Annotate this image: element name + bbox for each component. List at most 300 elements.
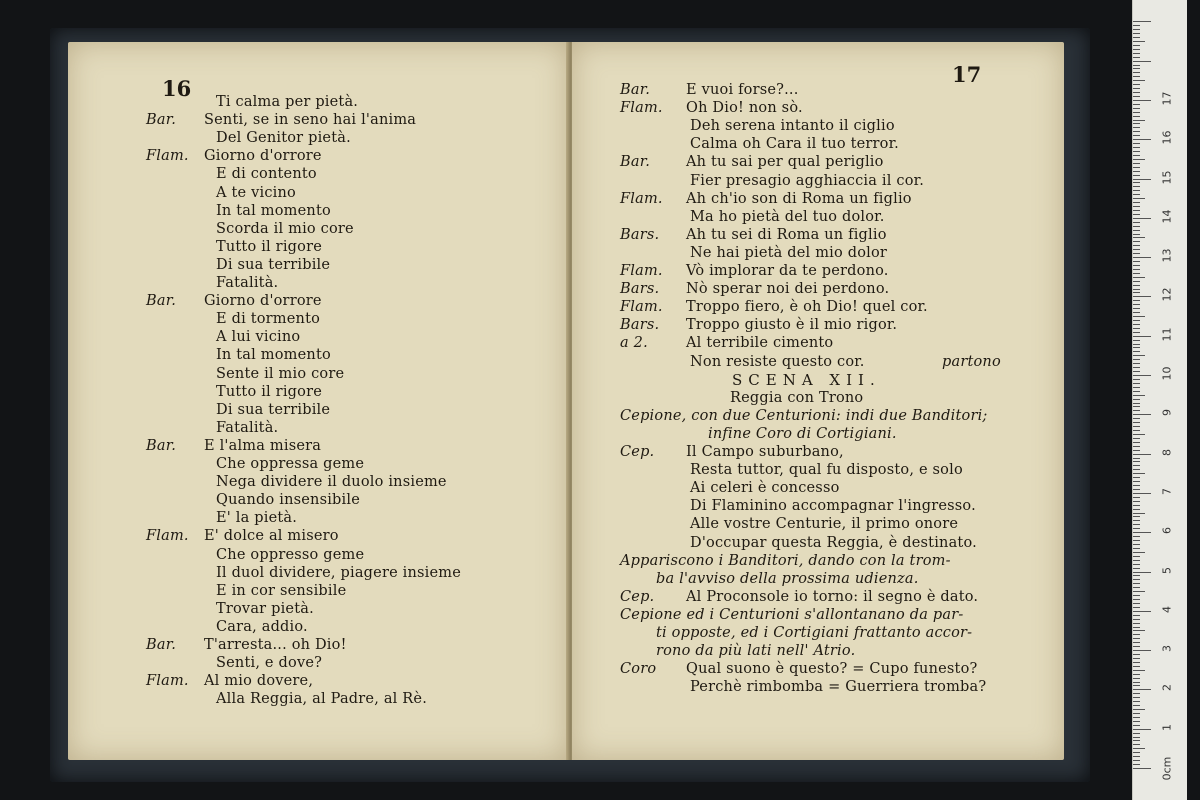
ruler-tick: [1133, 171, 1140, 172]
ruler-tick: [1133, 367, 1140, 368]
text-line: [146, 637, 347, 654]
ruler-tick: [1133, 646, 1140, 647]
ruler-tick: [1133, 599, 1140, 600]
ruler-tick: [1133, 395, 1145, 396]
ruler-tick: [1133, 469, 1140, 470]
speaker-label: Coro: [620, 661, 657, 678]
ruler-tick: [1133, 477, 1140, 478]
ruler-number: 12: [1160, 287, 1174, 302]
speaker-label: Flam.: [620, 100, 663, 117]
speaker-label: Bar.: [146, 112, 177, 129]
verse-text: Reggia con Trono: [730, 389, 864, 406]
ruler-tick: [1133, 29, 1140, 30]
ruler-tick: [1133, 418, 1140, 419]
ruler-tick: [1133, 135, 1140, 136]
verse-text: E l'alma misera: [204, 437, 322, 454]
ruler-tick: [1133, 100, 1151, 101]
ruler-tick: [1133, 214, 1140, 215]
text-line: [690, 679, 986, 696]
text-line: [620, 317, 897, 334]
ruler-tick: [1133, 682, 1140, 683]
stage-direction: Cepione ed i Centurioni s'allontanano da par-: [620, 606, 964, 623]
ruler-tick: [1133, 744, 1140, 745]
speaker-label: Bars.: [620, 317, 660, 334]
text-line: [690, 209, 885, 226]
text-line: [146, 293, 322, 310]
text-line: [620, 154, 884, 171]
text-line: [216, 166, 317, 183]
text-line: [216, 474, 447, 491]
ruler-tick: [1133, 21, 1151, 22]
text-line: [146, 148, 322, 165]
verse-text: Al mio dovere,: [204, 673, 314, 690]
ruler-tick: [1133, 49, 1140, 50]
verse-text: Di sua terribile: [216, 401, 331, 418]
ruler-tick: [1133, 536, 1140, 537]
ruler-tick: [1133, 768, 1151, 769]
ruler-tick: [1133, 206, 1140, 207]
ruler-tick: [1133, 756, 1140, 757]
verse-text: Senti, se in seno hai l'anima: [204, 112, 417, 129]
verse-text: Nega dividere il duolo insieme: [216, 474, 447, 491]
verse-text: Scorda il mio core: [216, 220, 354, 237]
speaker-label: Flam.: [620, 299, 663, 316]
ruler-tick: [1133, 446, 1140, 447]
ruler-tick: [1133, 324, 1140, 325]
ruler-tick: [1133, 155, 1140, 156]
ruler-number: 7: [1160, 487, 1174, 495]
text-line: [690, 173, 924, 190]
ruler-tick: [1133, 544, 1140, 545]
ruler-tick: [1133, 245, 1140, 246]
text-line: [216, 366, 344, 383]
text-line: [216, 601, 314, 618]
ruler-tick: [1133, 591, 1145, 592]
text-line: [620, 553, 951, 570]
ruler-tick: [1133, 501, 1140, 502]
verse-text: A lui vicino: [216, 329, 301, 346]
ruler-number: 14: [1160, 209, 1174, 224]
text-line: [216, 510, 297, 527]
ruler-tick: [1133, 634, 1140, 635]
ruler-tick: [1133, 650, 1151, 651]
ruler-tick: [1133, 355, 1145, 356]
ruler-tick: [1133, 190, 1140, 191]
text-line: [708, 426, 897, 443]
ruler-tick: [1133, 725, 1140, 726]
ruler-tick: [1133, 430, 1140, 431]
stage-direction: rono da più lati nell' Atrio.: [656, 643, 856, 660]
ruler-tick: [1133, 450, 1140, 451]
verse-text: T'arresta... oh Dio!: [204, 637, 347, 653]
verse-text: E in cor sensibile: [216, 582, 347, 599]
ruler-tick: [1133, 41, 1145, 42]
ruler-tick: [1133, 57, 1140, 58]
verse-text: In tal momento: [216, 202, 331, 219]
verse-text: Il Campo suburbano,: [686, 444, 844, 460]
verse-text: Perchè rimbomba = Guerriera tromba?: [690, 679, 987, 696]
ruler-tick: [1133, 108, 1140, 109]
speaker-label: Bar.: [620, 154, 651, 171]
verse-text: A te vicino: [216, 184, 296, 201]
text-line: [730, 390, 863, 407]
verse-text: Cara, addio.: [216, 618, 308, 635]
verse-text: Ah ch'io son di Roma un figlio: [686, 190, 912, 207]
ruler-tick: [1133, 623, 1140, 624]
ruler-tick: [1133, 76, 1140, 77]
ruler-number: 3: [1160, 645, 1174, 653]
text-line: [216, 311, 320, 328]
text-line: [216, 691, 427, 708]
ruler-tick: [1133, 359, 1140, 360]
ruler-tick: [1133, 167, 1140, 168]
ruler-tick: [1133, 438, 1140, 439]
verse-text: Deh serena intanto il ciglio: [690, 118, 895, 135]
ruler-tick: [1133, 548, 1140, 549]
exit-direction: partono: [942, 353, 1001, 370]
ruler-tick: [1133, 237, 1145, 238]
ruler-tick: [1133, 120, 1145, 121]
ruler-tick: [1133, 516, 1140, 517]
ruler-tick: [1133, 654, 1140, 655]
verse-text: E' la pietà.: [216, 510, 298, 527]
ruler-tick: [1133, 454, 1151, 455]
ruler-tick: [1133, 151, 1140, 152]
ruler-tick: [1133, 159, 1145, 160]
ruler-tick: [1133, 226, 1140, 227]
ruler-tick: [1133, 112, 1140, 113]
ruler-tick: [1133, 630, 1145, 631]
ruler-tick: [1133, 434, 1145, 435]
ruler-number: 11: [1160, 327, 1174, 342]
ruler-tick: [1133, 505, 1140, 506]
verse-text: Che oppresso geme: [216, 546, 365, 563]
ruler-tick: [1133, 269, 1140, 270]
ruler-tick: [1133, 579, 1140, 580]
text-line: [690, 516, 958, 533]
text-line: [216, 583, 346, 600]
ruler-tick: [1133, 116, 1140, 117]
text-line: [620, 100, 803, 117]
verse-text: Al Proconsole io torno: il segno è dato.: [686, 588, 979, 605]
text-line: [146, 438, 321, 455]
verse-text: In tal momento: [216, 347, 331, 364]
verse-text: Alle vostre Centurie, il primo onore: [690, 516, 959, 533]
verse-text: Al terribile cimento: [686, 335, 834, 352]
ruler-tick: [1133, 147, 1140, 148]
ruler-tick: [1133, 371, 1140, 372]
ruler-tick: [1133, 615, 1140, 616]
scene-heading: SCENA XII.: [732, 370, 881, 389]
ruler-tick: [1133, 194, 1140, 195]
text-line: [146, 112, 416, 129]
ruler-number: 5: [1160, 566, 1174, 574]
ruler-tick: [1133, 53, 1140, 54]
verse-text: Giorno d'orrore: [204, 148, 322, 165]
ruler-tick: [1133, 304, 1140, 305]
ruler-tick: [1133, 583, 1140, 584]
ruler-tick: [1133, 575, 1140, 576]
ruler-tick: [1133, 88, 1140, 89]
ruler-tick: [1133, 230, 1140, 231]
ruler-tick: [1133, 296, 1151, 297]
text-line: [216, 239, 322, 256]
stage-direction: Cepione, con due Centurioni: indi due Banditori;: [620, 407, 988, 424]
speaker-label: Flam.: [620, 263, 663, 279]
ruler-tick: [1133, 320, 1140, 321]
ruler-tick: [1133, 587, 1140, 588]
ruler-tick: [1133, 234, 1140, 235]
ruler-tick: [1133, 528, 1140, 529]
text-line: [216, 420, 278, 437]
verse-text: Vò implorar da te perdono.: [686, 263, 889, 279]
text-line: [216, 130, 351, 147]
ruler-tick: [1133, 560, 1140, 561]
text-line: [216, 185, 296, 202]
ruler-tick: [1133, 387, 1140, 388]
stage-direction: ti opposte, ed i Cortigiani frattanto accor-: [656, 625, 973, 641]
verse-text: Senti, e dove?: [216, 655, 323, 672]
ruler-tick: [1133, 595, 1140, 596]
verse-text: Nò sperar noi dei perdono.: [686, 281, 890, 298]
stage-direction: ba l'avviso della prossima udienza.: [656, 570, 919, 587]
ruler-tick: [1133, 186, 1140, 187]
text-line: [690, 118, 895, 135]
verse-text: E di tormento: [216, 311, 321, 328]
ruler-tick: [1133, 564, 1140, 565]
ruler-tick: [1133, 104, 1140, 105]
speaker-label: a 2.: [620, 335, 648, 352]
speaker-label: Bar.: [146, 293, 177, 310]
verse-text: Di sua terribile: [216, 256, 331, 273]
verse-text: Ai celeri è concesso: [690, 480, 840, 497]
verse-text: Sente il mio core: [216, 365, 345, 382]
left-page: [68, 42, 568, 760]
ruler-tick: [1133, 96, 1140, 97]
ruler-tick: [1133, 131, 1140, 132]
ruler-tick: [1133, 45, 1140, 46]
ruler-tick: [1133, 328, 1140, 329]
ruler-number: 6: [1160, 527, 1174, 535]
text-line: [216, 619, 308, 636]
ruler-tick: [1133, 37, 1140, 38]
ruler-tick: [1133, 292, 1140, 293]
ruler-tick: [1133, 139, 1151, 140]
ruler-tick: [1133, 273, 1140, 274]
ruler-tick: [1133, 25, 1140, 26]
ruler-tick: [1133, 351, 1140, 352]
ruler-tick: [1133, 281, 1140, 282]
ruler-tick: [1133, 426, 1140, 427]
verse-text: Ti calma per pietà.: [216, 94, 359, 110]
text-line: [216, 257, 330, 274]
ruler-tick: [1133, 509, 1140, 510]
ruler-tick: [1133, 760, 1140, 761]
ruler-tick: [1133, 202, 1140, 203]
verse-text: Ah tu sai per qual periglio: [686, 154, 884, 171]
ruler-tick: [1133, 92, 1140, 93]
text-line: [216, 492, 360, 509]
ruler-tick: [1133, 375, 1151, 376]
verse-text: Tutto il rigore: [216, 383, 322, 400]
ruler-tick: [1133, 344, 1140, 345]
ruler-tick: [1133, 399, 1140, 400]
verse-text: D'occupar questa Reggia, è destinato.: [690, 534, 977, 551]
verse-text: Fatalità.: [216, 419, 279, 436]
text-line: [620, 263, 889, 280]
verse-text: Fier presagio agghiaccia il cor.: [690, 172, 925, 189]
text-line: [732, 372, 881, 389]
text-line: [216, 565, 461, 582]
ruler-tick: [1133, 127, 1140, 128]
verse-text: Trovar pietà.: [216, 600, 314, 617]
right-page: [572, 42, 1064, 760]
ruler-tick: [1133, 485, 1140, 486]
verse-text: Giorno d'orrore: [204, 293, 322, 310]
speaker-label: Bar.: [146, 637, 177, 653]
speaker-label: Bar.: [620, 82, 651, 98]
ruler-tick: [1133, 379, 1140, 380]
verse-text: Troppo giusto è il mio rigor.: [686, 317, 898, 334]
ruler-tick: [1133, 733, 1140, 734]
speaker-label: Bars.: [620, 226, 660, 243]
ruler-tick: [1133, 721, 1140, 722]
ruler-tick: [1133, 568, 1140, 569]
verse-text: Troppo fiero, è oh Dio! quel cor.: [686, 299, 928, 316]
text-line: [216, 221, 354, 238]
ruler-tick: [1133, 241, 1140, 242]
ruler-tick: [1133, 33, 1140, 34]
ruler-number: 10: [1160, 366, 1174, 381]
speaker-label: Bars.: [620, 281, 660, 298]
stage-direction: Appariscono i Banditori, dando con la trom-: [620, 552, 951, 569]
ruler-tick: [1133, 300, 1140, 301]
text-line: [216, 547, 364, 564]
ruler-tick: [1133, 403, 1140, 404]
ruler-tick: [1133, 383, 1140, 384]
speaker-label: Cep.: [620, 588, 655, 605]
ruler-tick: [1133, 123, 1140, 124]
ruler-tick: [1133, 603, 1140, 604]
ruler-tick: [1133, 678, 1140, 679]
ruler-tick: [1133, 285, 1140, 286]
ruler-tick: [1133, 764, 1140, 765]
verse-text: E' dolce al misero: [204, 528, 339, 545]
ruler-tick: [1133, 61, 1151, 62]
ruler-tick: [1133, 740, 1140, 741]
speaker-label: Flam.: [146, 148, 189, 165]
verse-text: Che oppressa geme: [216, 456, 365, 472]
ruler-tick: [1133, 68, 1140, 69]
text-line: [216, 275, 278, 292]
ruler-tick: [1133, 489, 1140, 490]
ruler-number: 8: [1160, 448, 1174, 456]
ruler-tick: [1133, 253, 1140, 254]
text-line: [620, 408, 988, 425]
verse-text: Resta tuttor, qual fu disposto, e solo: [690, 462, 963, 479]
ruler-tick: [1133, 697, 1140, 698]
ruler-tick: [1133, 289, 1140, 290]
ruler-number: 16: [1160, 130, 1174, 145]
ruler-tick: [1133, 261, 1140, 262]
ruler-tick: [1133, 662, 1140, 663]
verse-text: Quando insensibile: [216, 492, 360, 509]
ruler-tick: [1133, 410, 1140, 411]
text-line: [620, 82, 799, 99]
ruler-tick: [1133, 674, 1140, 675]
verse-text: Non resiste questo cor.: [690, 353, 865, 370]
ruler-tick: [1133, 422, 1140, 423]
text-line: [690, 136, 899, 153]
ruler-tick: [1133, 670, 1145, 671]
ruler-tick: [1133, 347, 1140, 348]
text-line: [216, 347, 331, 364]
ruler-tick: [1133, 658, 1140, 659]
text-line: [216, 456, 364, 473]
text-line: [690, 353, 1001, 371]
text-line: [620, 281, 889, 298]
speaker-label: Flam.: [146, 673, 189, 690]
ruler-tick: [1133, 179, 1151, 180]
ruler-tick: [1133, 316, 1145, 317]
verse-text: Oh Dio! non sò.: [686, 100, 803, 117]
text-line: [216, 94, 358, 111]
verse-text: Alla Reggia, al Padre, al Rè.: [216, 691, 428, 708]
ruler-tick: [1133, 572, 1151, 573]
text-line: [690, 462, 963, 479]
verse-text: Il duol dividere, piagere insieme: [216, 564, 462, 581]
text-line: [656, 625, 972, 642]
ruler-tick: [1133, 336, 1151, 337]
ruler-tick: [1133, 729, 1151, 730]
stage-direction: infine Coro di Cortigiani.: [708, 425, 897, 442]
ruler-tick: [1133, 619, 1140, 620]
text-line: [216, 655, 322, 672]
text-line: [216, 203, 331, 220]
speaker-label: Flam.: [146, 528, 189, 545]
verse-text: Del Genitor pietà.: [216, 130, 351, 147]
ruler-number: 17: [1160, 91, 1174, 106]
text-line: [656, 571, 919, 588]
ruler-tick: [1133, 497, 1140, 498]
page-number-right: 17: [952, 62, 982, 87]
text-line: [620, 661, 978, 678]
ruler-tick: [1133, 182, 1140, 183]
ruler-tick: [1133, 709, 1145, 710]
ruler-tick: [1133, 461, 1140, 462]
ruler-tick: [1133, 473, 1145, 474]
verse-text: Ah tu sei di Roma un figlio: [686, 226, 887, 243]
measurement-ruler: [1132, 0, 1187, 800]
ruler-tick: [1133, 642, 1140, 643]
ruler-tick: [1133, 748, 1145, 749]
verse-text: Fatalità.: [216, 275, 279, 291]
ruler-number: 1: [1160, 723, 1174, 731]
text-line: [620, 191, 912, 208]
ruler-tick: [1133, 277, 1145, 278]
text-line: [620, 607, 963, 624]
ruler-tick: [1133, 520, 1140, 521]
ruler-tick: [1133, 540, 1140, 541]
ruler-tick: [1133, 465, 1140, 466]
text-line: [620, 227, 887, 244]
ruler-tick: [1133, 737, 1140, 738]
ruler-tick: [1133, 308, 1140, 309]
ruler-tick: [1133, 685, 1140, 686]
page-number-left: 16: [162, 76, 192, 101]
ruler-tick: [1133, 175, 1140, 176]
text-line: [620, 335, 833, 352]
